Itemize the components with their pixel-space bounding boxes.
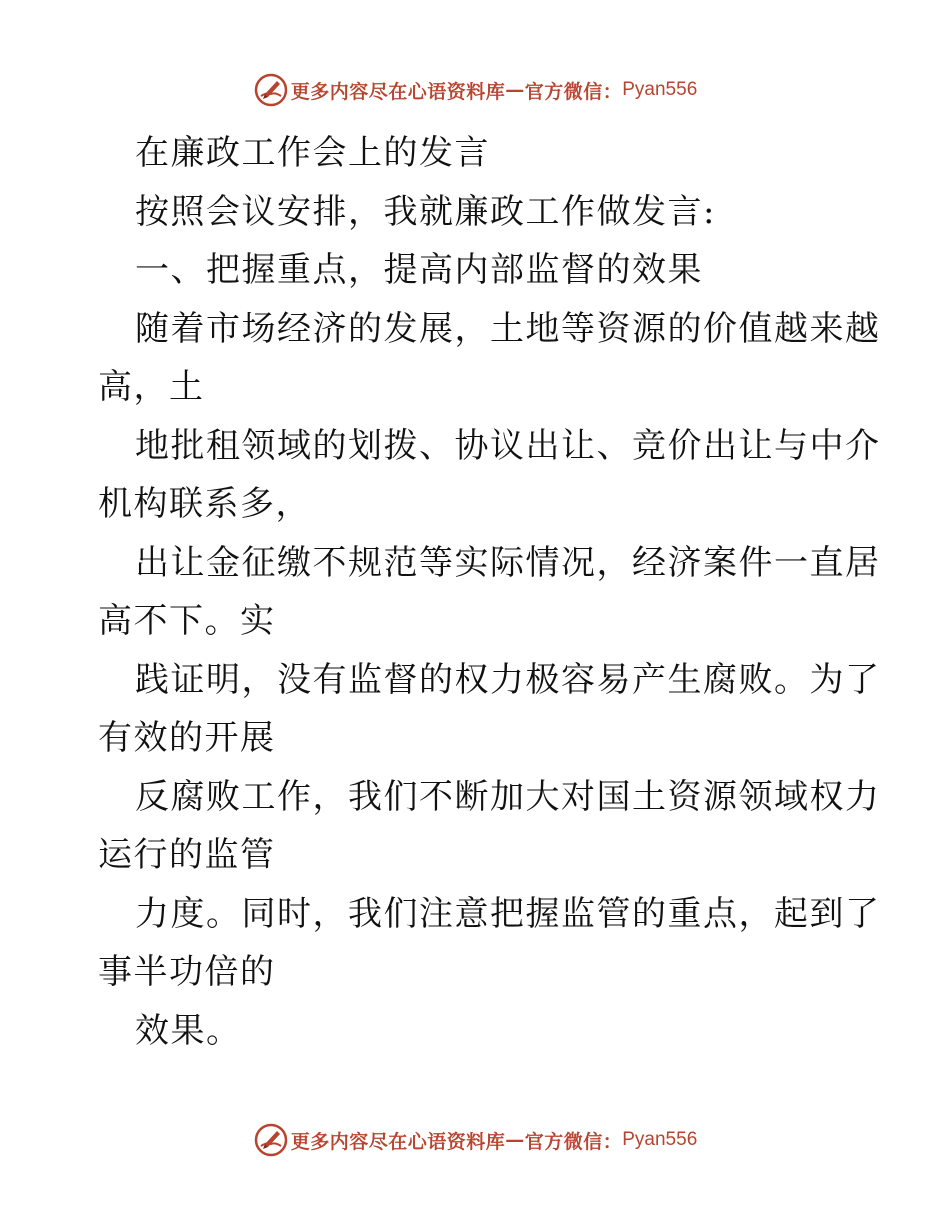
paragraph-line: 高不下。实 bbox=[98, 601, 276, 641]
book-pen-icon bbox=[253, 72, 289, 108]
paragraph-line: 高，土 bbox=[98, 367, 205, 407]
header-wechat-handle: Pyan556 bbox=[622, 79, 698, 100]
footer-wechat-label: 官方微信： bbox=[524, 1130, 623, 1153]
footer-wechat-handle: Pyan556 bbox=[622, 1129, 698, 1150]
header-separator: — bbox=[505, 79, 525, 101]
paragraph-line: 按照会议安排，我就廉政工作做发言: bbox=[135, 191, 716, 232]
header-watermark bbox=[0, 70, 950, 110]
paragraph-line: 事半功倍的 bbox=[98, 952, 276, 992]
paragraph-line: 有效的开展 bbox=[98, 718, 276, 758]
paragraph-line: 出让金征缴不规范等实际情况，经济案件一直居 bbox=[135, 542, 881, 583]
book-pen-icon bbox=[253, 1122, 289, 1158]
header-brand-text: 更多内容尽在心语资料库 bbox=[290, 80, 506, 103]
paragraph-line: 机构联系多， bbox=[98, 484, 311, 524]
section-heading: 一、把握重点，提高内部监督的效果 bbox=[135, 250, 703, 290]
document-body bbox=[98, 124, 881, 1060]
footer-separator: — bbox=[505, 1129, 525, 1151]
document-title: 在廉政工作会上的发言 bbox=[135, 133, 490, 173]
paragraph-line: 效果。 bbox=[135, 1010, 242, 1051]
header-wechat-label: 官方微信： bbox=[524, 80, 623, 103]
footer-brand-text: 更多内容尽在心语资料库 bbox=[290, 1130, 506, 1153]
paragraph-line: 运行的监管 bbox=[98, 835, 276, 875]
paragraph-line: 地批租领域的划拨、协议出让、竞价出让与中介 bbox=[135, 425, 881, 466]
footer-watermark bbox=[0, 1120, 950, 1160]
paragraph-line: 反腐败工作，我们不断加大对国土资源领域权力 bbox=[135, 776, 881, 817]
paragraph-line: 力度。同时，我们注意把握监管的重点，起到了 bbox=[135, 893, 881, 934]
paragraph-line: 随着市场经济的发展，土地等资源的价值越来越 bbox=[135, 308, 881, 349]
paragraph-line: 践证明，没有监督的权力极容易产生腐败。为了 bbox=[135, 659, 881, 700]
